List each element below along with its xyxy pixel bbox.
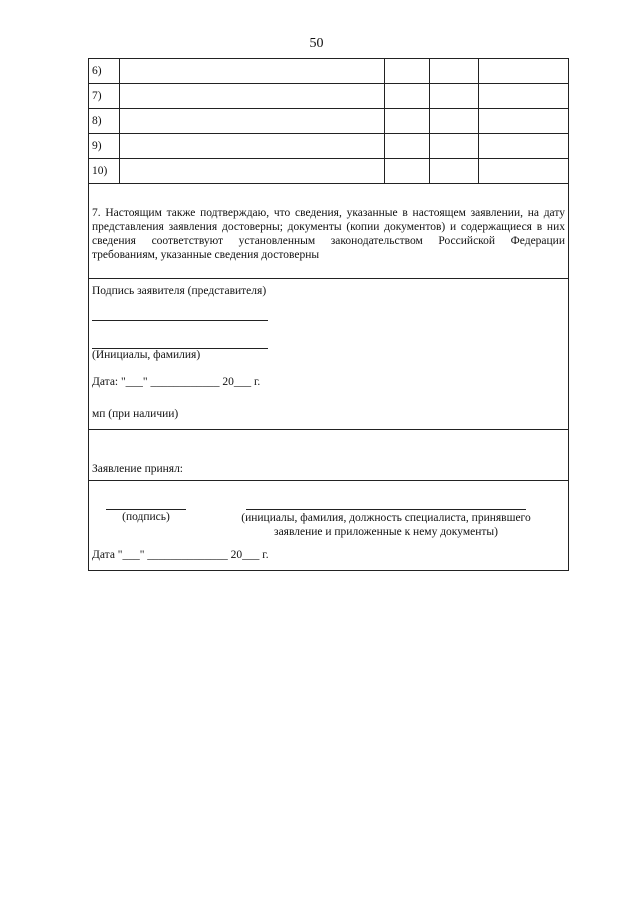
confirmation-section (89, 184, 568, 279)
table-cell (384, 159, 429, 184)
table-cell (429, 134, 478, 159)
table-row (89, 84, 568, 109)
specialist-signature-line (106, 509, 186, 510)
page-number: 50 (309, 36, 324, 51)
items-table (89, 59, 568, 184)
table-cell (119, 159, 384, 184)
initials-label: (Инициалы, фамилия) (92, 349, 201, 361)
row-number: 10) (89, 159, 119, 184)
table-cell (119, 134, 384, 159)
seal-label: мп (при наличии) (92, 408, 179, 420)
table-cell (478, 84, 568, 109)
table-cell (429, 59, 478, 84)
table-row (89, 59, 568, 84)
row-number: 6) (89, 59, 119, 84)
signature-line (92, 320, 268, 321)
table-cell (384, 84, 429, 109)
date-label: Дата: "___" ____________ 20___ г. (92, 376, 261, 388)
specialist-name-line (246, 509, 526, 510)
table-cell (119, 84, 384, 109)
table-cell (429, 84, 478, 109)
table-row (89, 159, 568, 184)
table-cell (478, 59, 568, 84)
specialist-caption: (инициалы, фамилия, должность специалиста, принявшего заявление и приложенные к нему документы) (241, 512, 531, 538)
application-form (88, 58, 569, 571)
signature-title: Подпись заявителя (представителя) (92, 285, 267, 297)
table-cell (429, 109, 478, 134)
table-row (89, 109, 568, 134)
table-cell (384, 109, 429, 134)
applicant-signature-section (89, 279, 568, 430)
table-row (89, 134, 568, 159)
specialist-section (89, 481, 568, 570)
table-cell (429, 159, 478, 184)
table-cell (119, 59, 384, 84)
table-cell (384, 134, 429, 159)
table-cell (119, 109, 384, 134)
signature-caption: (подпись) (122, 511, 170, 523)
accepted-label: Заявление принял: (92, 463, 184, 475)
table-cell (478, 109, 568, 134)
table-cell (478, 134, 568, 159)
acceptance-date-label: Дата "___" ______________ 20___ г. (92, 549, 269, 561)
table-cell (384, 59, 429, 84)
row-number: 8) (89, 109, 119, 134)
confirmation-text: 7. Настоящим также подтверждаю, что сведения, указанные в настоящем заявлении, на дату представления заявления достоверны; документы (копии документов) и содержащиеся в них сведения соответствуют установленным законодательством Российской Федерации требованиям, указанные сведения достоверны (92, 207, 565, 261)
accepted-section (89, 430, 568, 481)
row-number: 9) (89, 134, 119, 159)
row-number: 7) (89, 84, 119, 109)
table-cell (478, 159, 568, 184)
